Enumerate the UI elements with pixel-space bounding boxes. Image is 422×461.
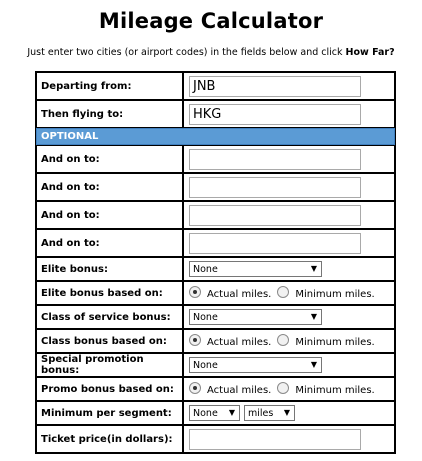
row-promo-based: [36, 377, 395, 401]
class-bonus-label: Class of service bonus:: [36, 305, 183, 329]
and-on-to-label-3: And on to:: [36, 201, 183, 229]
promo-actual-radio-icon[interactable]: [189, 382, 201, 394]
departing-input[interactable]: JNB: [189, 76, 361, 97]
min-segment-value: None: [193, 407, 218, 419]
elite-bonus-value: None: [193, 263, 218, 275]
special-promo-label: Special promotion bonus:: [36, 353, 183, 377]
ticket-price-input[interactable]: [189, 429, 361, 450]
min-segment-unit-value: miles: [248, 407, 274, 419]
min-segment-unit-select[interactable]: [244, 405, 295, 421]
row-and-on-to-1: [36, 145, 395, 173]
chevron-down-icon: ▼: [310, 360, 317, 369]
elite-minimum-radio-icon[interactable]: [277, 286, 289, 298]
row-and-on-to-4: [36, 229, 395, 257]
elite-actual-radio-icon[interactable]: [189, 286, 201, 298]
elite-bonus-label: Elite bonus:: [36, 257, 183, 281]
intro-text: [0, 47, 422, 58]
promo-minimum-radio-icon[interactable]: [277, 382, 289, 394]
and-on-to-label-4: And on to:: [36, 229, 183, 257]
class-minimum-radio-icon[interactable]: [277, 334, 289, 346]
ticket-price-label: Ticket price(in dollars):: [36, 425, 183, 453]
promo-minimum-label: Minimum miles.: [295, 385, 375, 396]
flying-label: Then flying to:: [36, 100, 183, 128]
chevron-down-icon: ▼: [310, 264, 317, 273]
special-promo-value: None: [193, 359, 218, 371]
row-and-on-to-2: [36, 173, 395, 201]
chevron-down-icon: ▼: [228, 408, 235, 417]
intro-prefix: Just enter two cities (or airport codes) in the fields below and click: [27, 47, 346, 58]
class-actual-label: Actual miles.: [207, 337, 272, 348]
and-on-to-input-2[interactable]: [189, 177, 361, 198]
elite-bonus-select[interactable]: [189, 261, 322, 277]
and-on-to-input-4[interactable]: [189, 233, 361, 254]
page-title: Mileage Calculator: [98, 9, 324, 33]
row-class-based: [36, 329, 395, 353]
elite-actual-label: Actual miles.: [207, 289, 272, 300]
min-segment-label: Minimum per segment:: [36, 401, 183, 425]
optional-header: OPTIONAL: [36, 128, 395, 145]
row-class-bonus: [36, 305, 395, 329]
elite-based-radios: [189, 286, 375, 298]
special-promo-select[interactable]: [189, 357, 322, 373]
mileage-form: [35, 71, 396, 454]
promo-actual-label: Actual miles.: [207, 385, 272, 396]
min-segment-select[interactable]: [189, 405, 240, 421]
and-on-to-label-1: And on to:: [36, 145, 183, 173]
promo-based-label: Promo bonus based on:: [36, 377, 183, 401]
class-based-radios: [189, 334, 375, 346]
row-flying: [36, 100, 395, 128]
class-bonus-value: None: [193, 311, 218, 323]
class-minimum-label: Minimum miles.: [295, 337, 375, 348]
row-ticket-price: [36, 425, 395, 453]
row-special-promo: [36, 353, 395, 377]
intro-how-far: How Far?: [345, 47, 395, 58]
promo-based-radios: [189, 382, 375, 394]
class-actual-radio-icon[interactable]: [189, 334, 201, 346]
class-based-label: Class bonus based on:: [36, 329, 183, 353]
and-on-to-label-2: And on to:: [36, 173, 183, 201]
departing-label: Departing from:: [36, 72, 183, 100]
and-on-to-input-1[interactable]: [189, 149, 361, 170]
row-elite-bonus: [36, 257, 395, 281]
row-departing: [36, 72, 395, 100]
elite-based-label: Elite bonus based on:: [36, 281, 183, 305]
row-and-on-to-3: [36, 201, 395, 229]
and-on-to-input-3[interactable]: [189, 205, 361, 226]
row-elite-based: [36, 281, 395, 305]
chevron-down-icon: ▼: [310, 312, 317, 321]
chevron-down-icon: ▼: [283, 408, 290, 417]
flying-input[interactable]: HKG: [189, 104, 361, 125]
optional-header-row: [36, 128, 395, 145]
row-min-segment: [36, 401, 395, 425]
class-bonus-select[interactable]: [189, 309, 322, 325]
elite-minimum-label: Minimum miles.: [295, 289, 375, 300]
